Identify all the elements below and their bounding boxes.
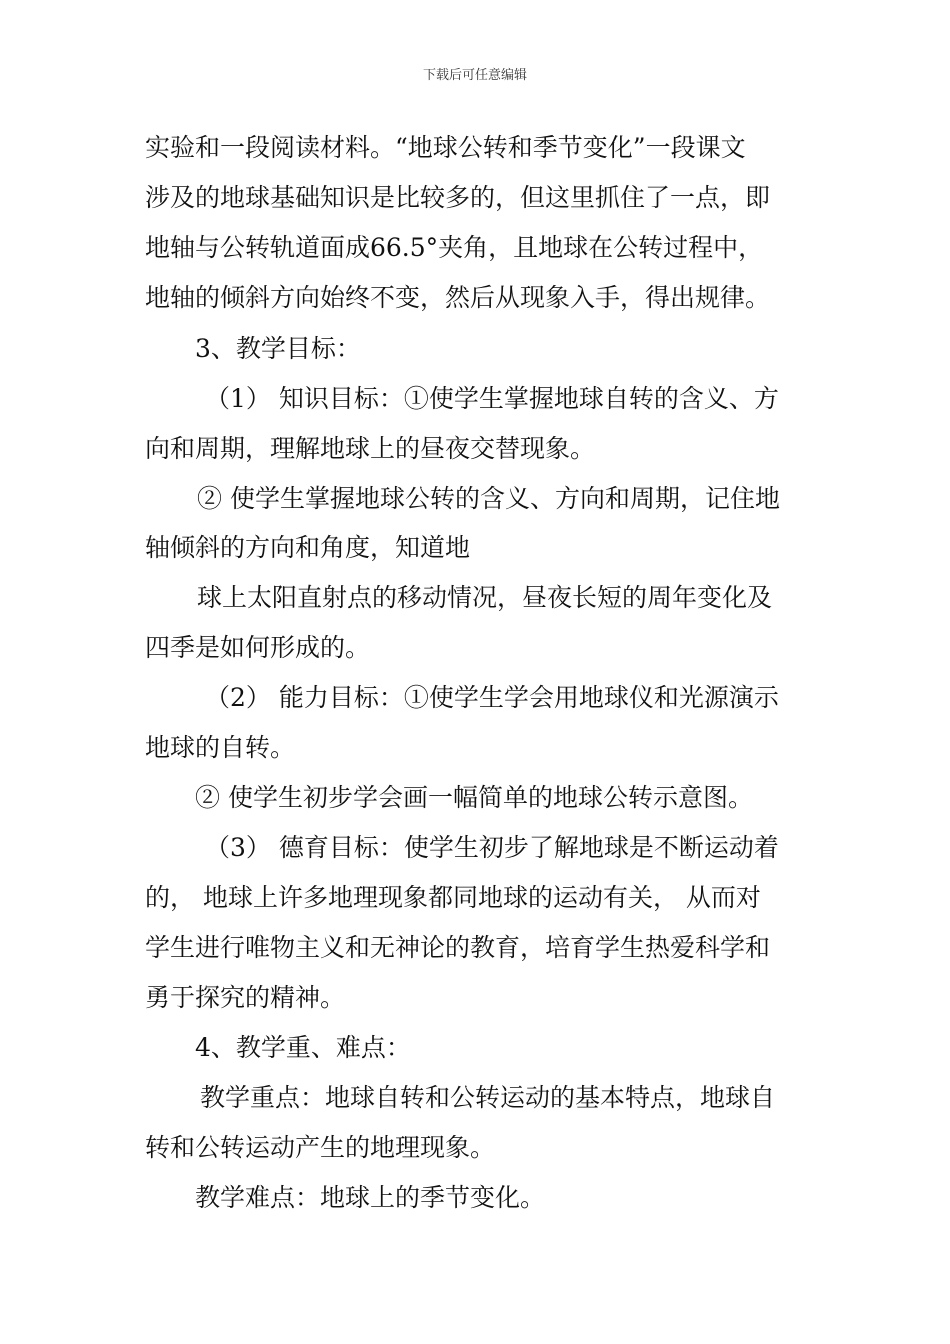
section-heading: 3、教学目标： <box>195 334 361 363</box>
text-line: 涉及的地球基础知识是比较多的，但这里抓住了一点，即 <box>145 183 771 212</box>
text-line: 球上太阳直射点的移动情况，昼夜长短的周年变化及 <box>197 583 773 612</box>
text-line: 地轴与公转轨道面成66.5°夹角，且地球在公转过程中， <box>145 233 764 262</box>
text-line: 四季是如何形成的。 <box>145 633 371 662</box>
text-line: 向和周期，理解地球上的昼夜交替现象。 <box>145 434 596 463</box>
text-line: 实验和一段阅读材料。“地球公转和季节变化”一段课文 <box>145 133 746 162</box>
text-line: ② 使学生掌握地球公转的含义、方向和周期，记住地 <box>197 484 780 513</box>
text-line: （2） 能力目标：①使学生学会用地球仪和光源演示 <box>205 683 779 712</box>
text-line: 勇于探究的精神。 <box>145 983 346 1012</box>
section-heading: 4、教学重、难点： <box>195 1033 411 1062</box>
page-header-note: 下载后可任意编辑 <box>422 68 527 83</box>
text-line: 教学重点：地球自转和公转运动的基本特点，地球自 <box>200 1083 776 1112</box>
text-line: （1） 知识目标：①使学生掌握地球自转的含义、方 <box>205 384 779 413</box>
text-line: 轴倾斜的方向和角度，知道地 <box>145 533 471 562</box>
text-line: 地球的自转。 <box>145 733 296 762</box>
text-line: 地轴的倾斜方向始终不变，然后从现象入手，得出规律。 <box>145 283 771 312</box>
text-line: 的， 地球上许多地理现象都同地球的运动有关， 从而对 <box>145 883 761 912</box>
text-line: （3） 德育目标：使学生初步了解地球是不断运动着 <box>205 833 779 862</box>
text-line: 学生进行唯物主义和无神论的教育，培育学生热爱科学和 <box>145 933 771 962</box>
text-line: 转和公转运动产生的地理现象。 <box>145 1133 496 1162</box>
text-line: ② 使学生初步学会画一幅简单的地球公转示意图。 <box>195 783 753 812</box>
text-line: 教学难点：地球上的季节变化。 <box>195 1183 546 1212</box>
